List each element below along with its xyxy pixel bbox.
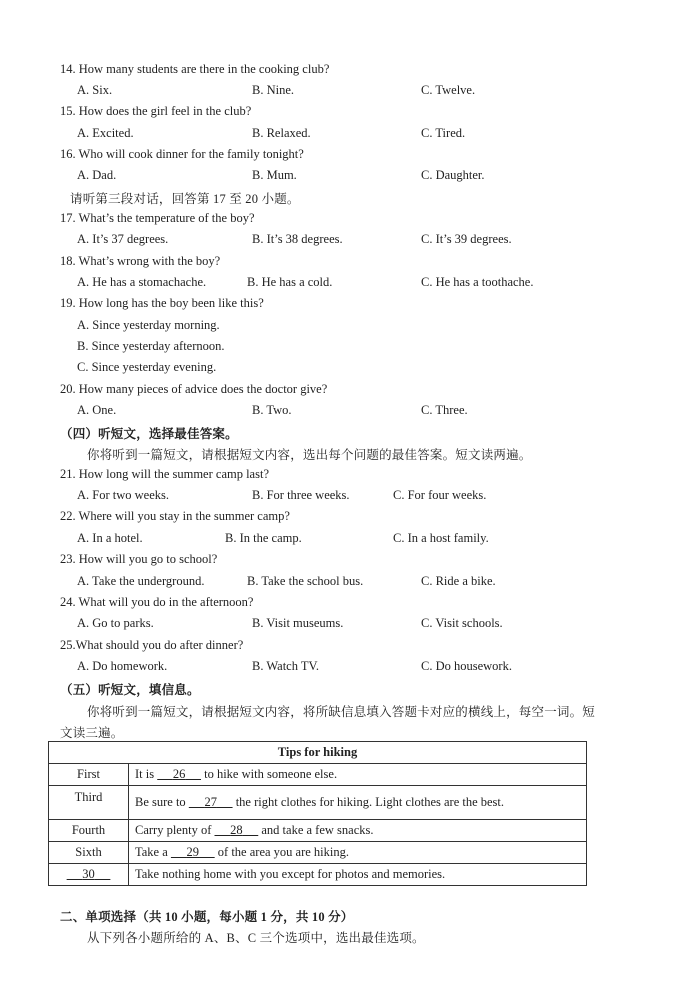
option-16-a: A. Dad. (77, 168, 117, 182)
answer-blank-28[interactable]: 28 (230, 823, 243, 837)
row-content: It is 26 to hike with someone else. (129, 764, 587, 786)
row-content: Carry plenty of 28 and take a few snacks. (129, 820, 587, 842)
part2-title: 二、单项选择（共 10 小题，每小题 1 分，共 10 分） (60, 910, 354, 924)
option-14-c: C. Twelve. (421, 83, 476, 97)
option-15-a: A. Excited. (77, 126, 134, 140)
table-row (49, 786, 587, 820)
option-24-c: C. Visit schools. (421, 616, 503, 630)
dialog3-instruction: 请听第三段对话，回答第 17 至 20 小题。 (70, 192, 300, 206)
table-row (49, 820, 587, 842)
option-22-c: C. In a host family. (393, 531, 489, 545)
row-content: Take nothing home with you except for photos and memories. (129, 864, 587, 886)
section5-title: （五）听短文，填信息。 (60, 683, 200, 697)
table-row (49, 864, 587, 886)
option-15-b: B. Relaxed. (252, 126, 311, 140)
question-20: 20. How many pieces of advice does the doctor give? (60, 382, 328, 396)
question-19: 19. How long has the boy been like this? (60, 296, 264, 310)
option-18-b: B. He has a cold. (247, 275, 333, 289)
answer-blank-30[interactable]: 30 (82, 867, 95, 881)
option-14-a: A. Six. (77, 83, 113, 97)
option-24-b: B. Visit museums. (252, 616, 344, 630)
option-25-c: C. Do housework. (421, 659, 512, 673)
row-content: Be sure to 27 the right clothes for hiking. Light clothes are the best. (129, 786, 587, 820)
question-23: 23. How will you go to school? (60, 552, 218, 566)
option-18-c: C. He has a toothache. (421, 275, 534, 289)
option-16-c: C. Daughter. (421, 168, 485, 182)
option-19-b: B. Since yesterday afternoon. (77, 339, 225, 353)
option-21-b: B. For three weeks. (252, 488, 350, 502)
section4-instruction: 你将听到一篇短文，请根据短文内容，选出每个问题的最佳答案。短文读两遍。 (87, 448, 532, 462)
option-18-a: A. He has a stomachache. (77, 275, 207, 289)
option-22-a: A. In a hotel. (77, 531, 143, 545)
option-25-a: A. Do homework. (77, 659, 168, 673)
option-21-a: A. For two weeks. (77, 488, 170, 502)
question-25: 25.What should you do after dinner? (60, 638, 244, 652)
table-row (49, 764, 587, 786)
option-19-a: A. Since yesterday morning. (77, 318, 220, 332)
row-label: First (49, 764, 129, 786)
question-15: 15. How does the girl feel in the club? (60, 104, 252, 118)
option-19-c: C. Since yesterday evening. (77, 360, 217, 374)
section4-title: （四）听短文，选择最佳答案。 (60, 427, 238, 441)
answer-blank-26[interactable]: 26 (172, 767, 186, 781)
question-18: 18. What’s wrong with the boy? (60, 254, 221, 268)
row-content: Take a 29 of the area you are hiking. (129, 842, 587, 864)
option-20-a: A. One. (77, 403, 117, 417)
option-23-c: C. Ride a bike. (421, 574, 496, 588)
answer-blank-27[interactable]: 27 (204, 795, 217, 809)
option-24-a: A. Go to parks. (77, 616, 154, 630)
option-14-b: B. Nine. (252, 83, 295, 97)
option-15-c: C. Tired. (421, 126, 466, 140)
option-17-b: B. It’s 38 degrees. (252, 232, 343, 246)
question-16: 16. Who will cook dinner for the family tonight? (60, 147, 304, 161)
option-20-b: B. Two. (252, 403, 292, 417)
option-23-a: A. Take the underground. (77, 574, 205, 588)
option-20-c: C. Three. (421, 403, 468, 417)
question-14: 14. How many students are there in the cooking club? (60, 62, 330, 76)
part2-instruction: 从下列各小题所给的 A、B、C 三个选项中，选出最佳选项。 (87, 931, 425, 945)
hiking-tips-table (48, 741, 587, 886)
answer-blank-29[interactable]: 29 (186, 845, 200, 859)
table-row (49, 842, 587, 864)
option-16-b: B. Mum. (252, 168, 297, 182)
option-22-b: B. In the camp. (225, 531, 302, 545)
question-22: 22. Where will you stay in the summer camp? (60, 509, 290, 523)
option-17-c: C. It’s 39 degrees. (421, 232, 512, 246)
row-label: Fourth (49, 820, 129, 842)
question-17: 17. What’s the temperature of the boy? (60, 211, 255, 225)
option-17-a: A. It’s 37 degrees. (77, 232, 169, 246)
section5-instruction-line2: 文读三遍。 (60, 726, 124, 740)
section5-instruction-line1: 你将听到一篇短文，请根据短文内容，将所缺信息填入答题卡对应的横线上，每空一词。短 (87, 705, 596, 719)
table-title: Tips for hiking (49, 742, 587, 764)
row-label: Sixth (49, 842, 129, 864)
row-label: Third (49, 786, 129, 820)
option-21-c: C. For four weeks. (393, 488, 487, 502)
option-23-b: B. Take the school bus. (247, 574, 364, 588)
question-24: 24. What will you do in the afternoon? (60, 595, 254, 609)
question-21: 21. How long will the summer camp last? (60, 467, 269, 481)
option-25-b: B. Watch TV. (252, 659, 320, 673)
row-label (49, 864, 129, 886)
